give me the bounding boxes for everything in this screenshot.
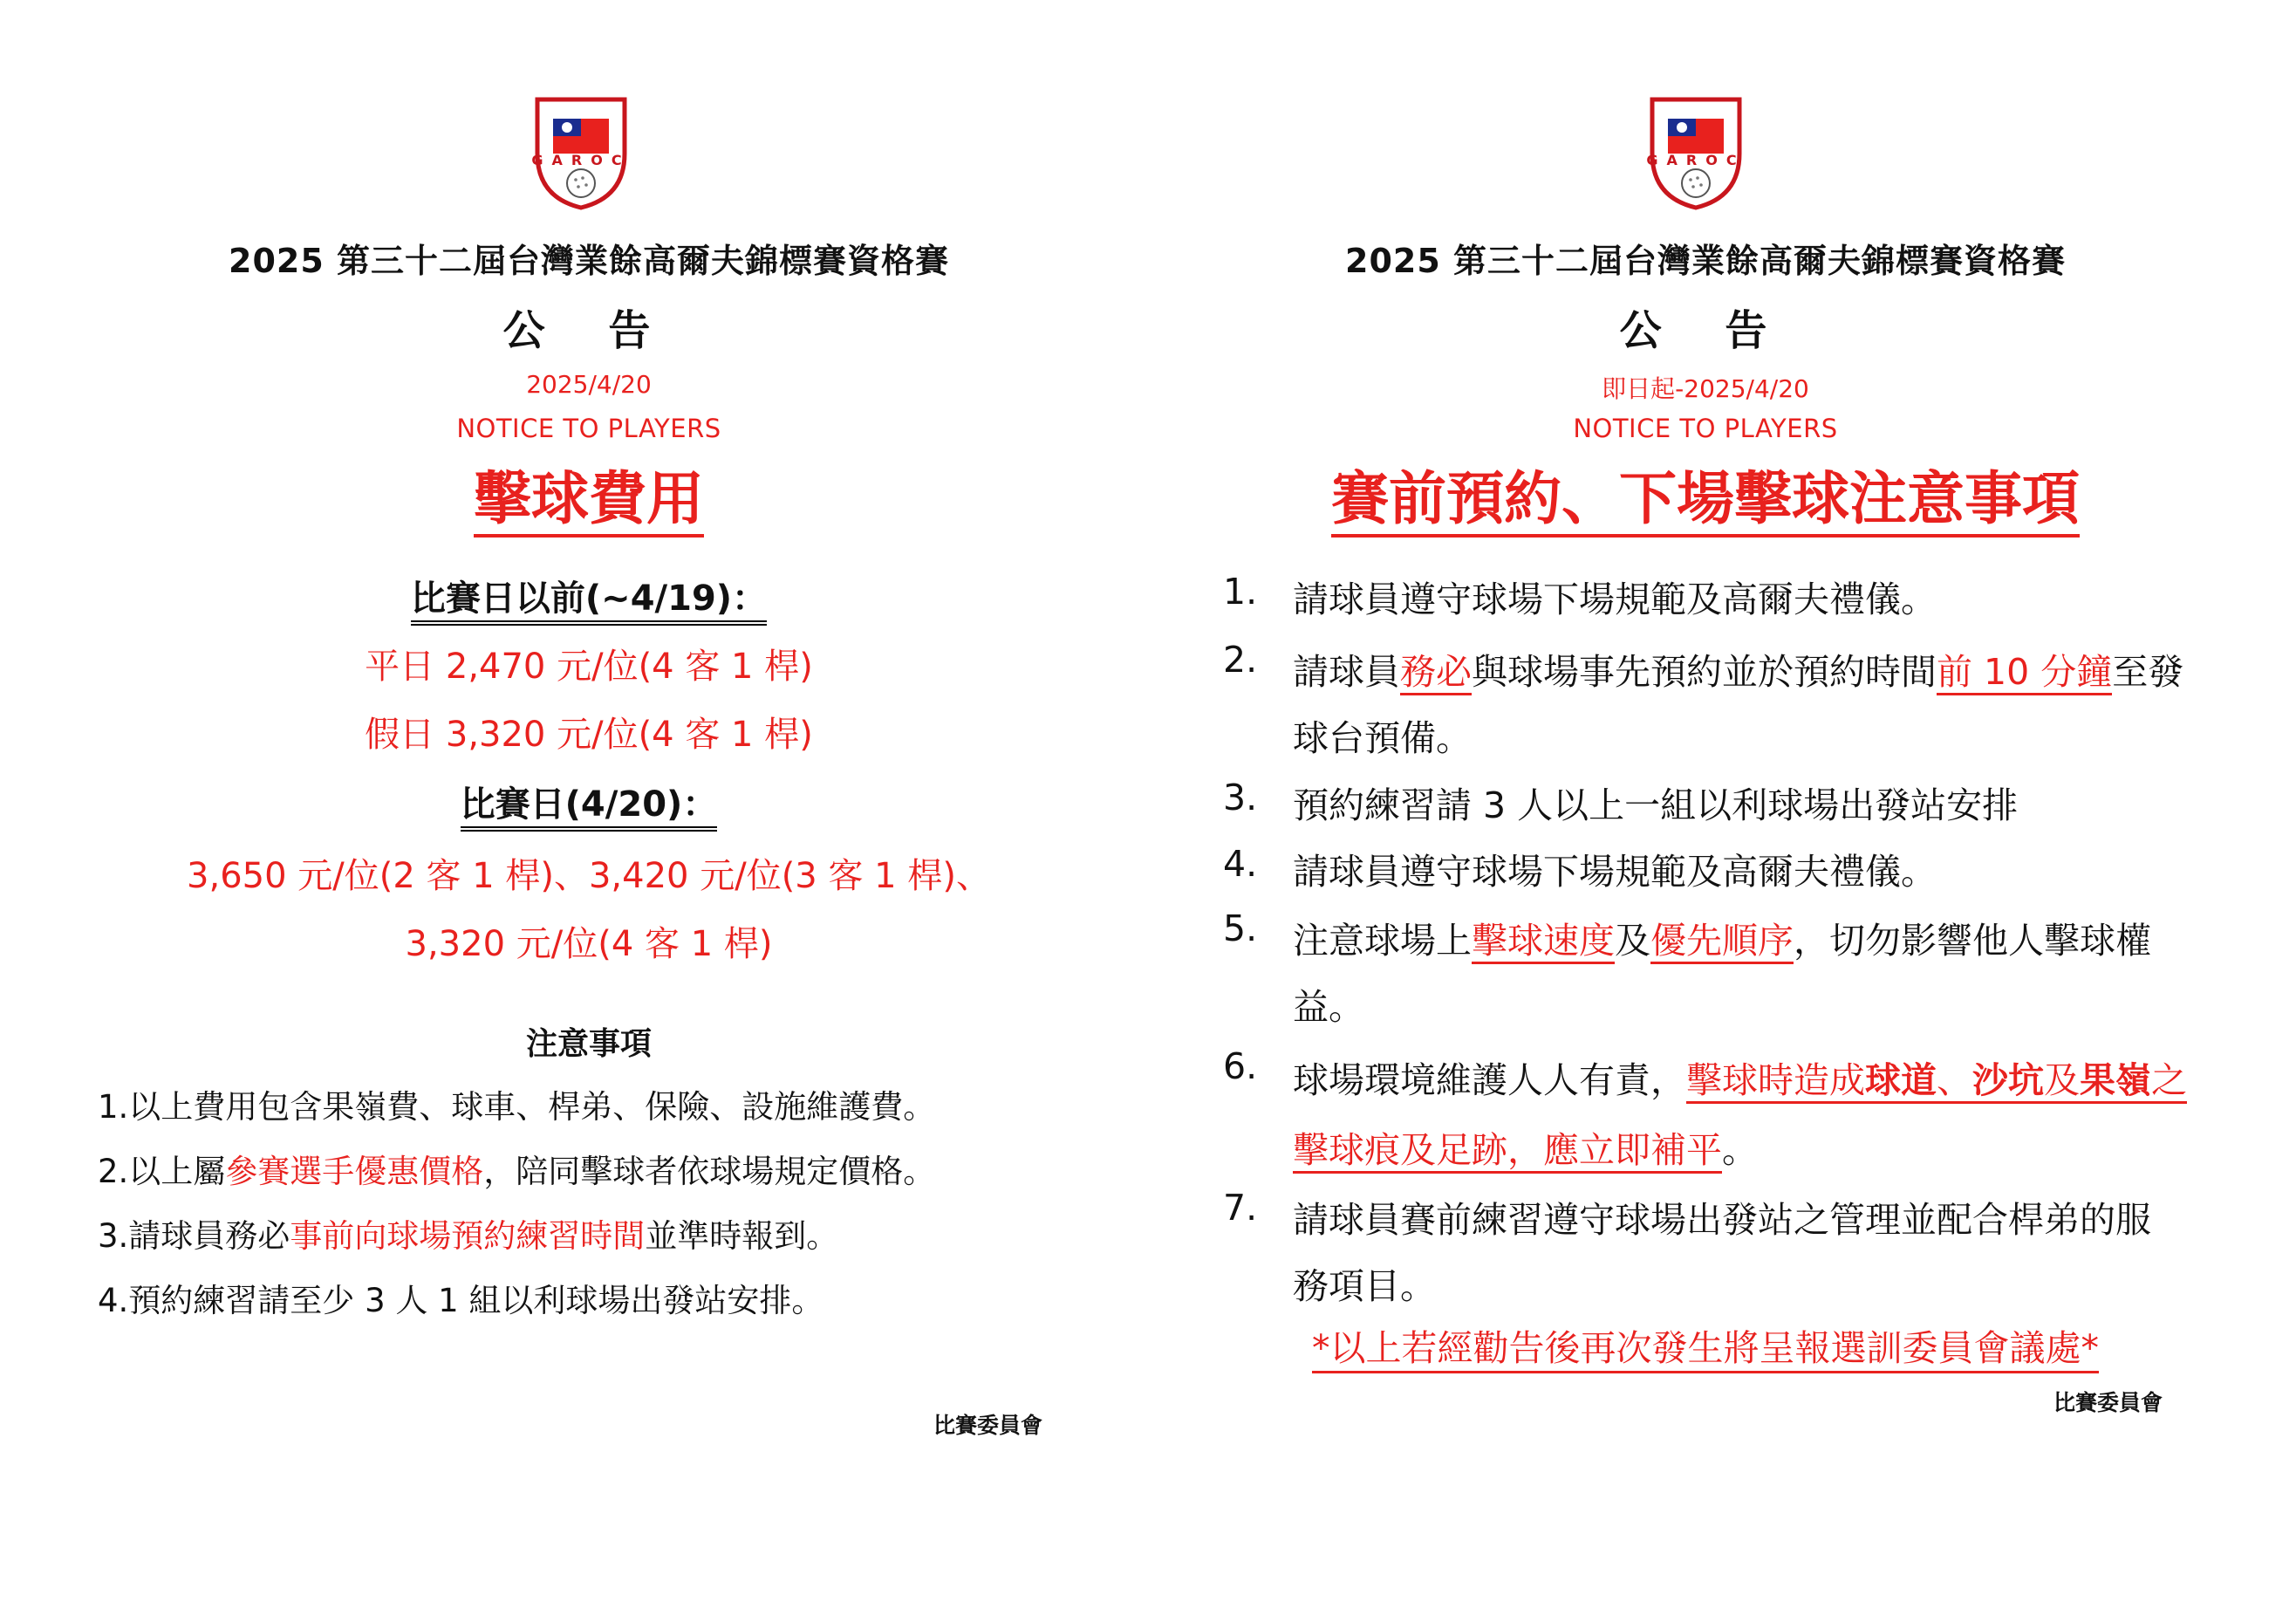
notice-date: 2025/4/20 [526, 370, 652, 399]
rule2-highlight-time-end: 鐘 [2076, 651, 2112, 695]
rule2-highlight-must: 務必 [1400, 651, 1472, 695]
note-item-2 [98, 1145, 935, 1192]
tournament-title: 2025 第三十二屆台灣業餘高爾夫錦標賽資格賽 [229, 242, 949, 280]
rule2-text-f: 至發球台預備。 [1293, 651, 2184, 759]
note3-text-c: 並準時報到。 [645, 1217, 839, 1255]
notice-label: 公 告 [502, 306, 675, 355]
before-match-label: 比賽日以前(~4/19)： [411, 579, 767, 626]
logo-text: GAROC [531, 152, 631, 168]
rule-text: 請球員賽前練習遵守球場出發站之管理並配合桿弟的服務項目。 [1293, 1199, 2151, 1307]
logo-text: GAROC [1646, 152, 1746, 168]
rule6-text-end: 。 [1722, 1129, 1758, 1171]
note-item-4: 4.預約練習請至少 3 人 1 組以利球場出發站安排。 [98, 1282, 824, 1319]
rule6-highlight-bunker: 沙坑 [1972, 1059, 2044, 1104]
notice-to-players: NOTICE TO PLAYERS [456, 414, 721, 443]
notice-label: 公 告 [1619, 306, 1792, 355]
note-item-1: 1.以上費用包含果嶺費、球車、桿弟、保險、設施維護費。 [98, 1088, 936, 1126]
rule6-highlight-repair: 之擊球痕及足跡，應立即補平 [1293, 1059, 2187, 1174]
match-day-price-line1: 3,650 元/位(2 客 1 桿)、3,420 元/位(3 客 1 桿)、 [187, 856, 991, 896]
rule6-text-a: 球場環境維護人人有責， [1293, 1059, 1686, 1101]
booking-notice [1151, 0, 2296, 1616]
rule-text [1293, 907, 2191, 1040]
rule-text: 請球員遵守球場下場規範及高爾夫禮儀。 [1293, 851, 1937, 893]
note3-highlight: 事前向球場預約練習時間 [290, 1217, 646, 1255]
rule-number: 2. [1223, 639, 1258, 681]
rule-number: 5. [1223, 907, 1258, 949]
rule-number: 7. [1223, 1187, 1258, 1229]
rule5-text-c: 及 [1615, 920, 1650, 962]
rule-text: 預約練習請 3 人以上一組以利球場出發站安排 [1293, 784, 2019, 826]
match-day-price-line2: 3,320 元/位(4 客 1 桿) [405, 924, 773, 964]
notice-date: 即日起-2025/4/20 [1602, 374, 1809, 403]
rule-text [1293, 1045, 2209, 1185]
rule2-text-a: 請球員 [1293, 651, 1400, 693]
rule-number: 4. [1223, 843, 1258, 885]
note-item-3 [98, 1209, 838, 1257]
weekday-price: 平日 2,470 元/位(4 客 1 桿) [365, 647, 813, 687]
tournament-title: 2025 第三十二屆台灣業餘高爾夫錦標賽資格賽 [1345, 242, 2066, 280]
rule5-highlight-priority: 優先順序 [1650, 920, 1794, 964]
rule6-highlight-cause: 擊球時造成 [1686, 1059, 1865, 1104]
rule6-highlight-green: 果嶺 [2080, 1059, 2151, 1104]
note3-text-a: 3.請球員務必 [98, 1217, 290, 1255]
booking-heading: 賽前預約、下場擊球注意事項 [1331, 465, 2080, 538]
rule-text: 請球員遵守球場下場規範及高爾夫禮儀。 [1293, 579, 1937, 620]
rule2-text-c: 與球場事先預約並於預約時間 [1472, 651, 1937, 693]
rule-number: 3. [1223, 777, 1258, 818]
rule-number: 6. [1223, 1045, 1258, 1087]
rule2-highlight-time: 前 10 分 [1937, 651, 2076, 695]
rule5-highlight-speed: 擊球速度 [1472, 920, 1615, 964]
committee-signature: 比賽委員會 [2053, 1390, 2163, 1415]
fee-heading: 擊球費用 [474, 465, 704, 538]
holiday-price: 假日 3,320 元/位(4 客 1 桿) [365, 715, 813, 755]
note2-highlight: 參賽選手優惠價格 [225, 1153, 484, 1190]
rule5-text-a: 注意球場上 [1293, 920, 1472, 962]
notice-to-players: NOTICE TO PLAYERS [1573, 414, 1838, 443]
warning-line: *以上若經勸告後再次發生將呈報選訓委員會議處* [1312, 1327, 2099, 1373]
committee-signature: 比賽委員會 [933, 1413, 1043, 1438]
note2-text-a: 2.以上屬 [98, 1153, 226, 1190]
notes-title: 注意事項 [525, 1026, 652, 1062]
rule-number: 1. [1223, 571, 1258, 613]
rule6-highlight-comma: 、 [1937, 1059, 1972, 1104]
match-day-label: 比賽日(4/20)： [461, 784, 718, 832]
note2-text-c: ，陪同擊球者依球場規定價格。 [483, 1153, 936, 1190]
rule5-text-e: ，切勿影響他人擊球權益。 [1293, 920, 2151, 1028]
rule6-highlight-fairway: 球道 [1865, 1059, 1937, 1104]
rule6-highlight-and: 及 [2044, 1059, 2080, 1104]
rule-text [1293, 639, 2209, 771]
